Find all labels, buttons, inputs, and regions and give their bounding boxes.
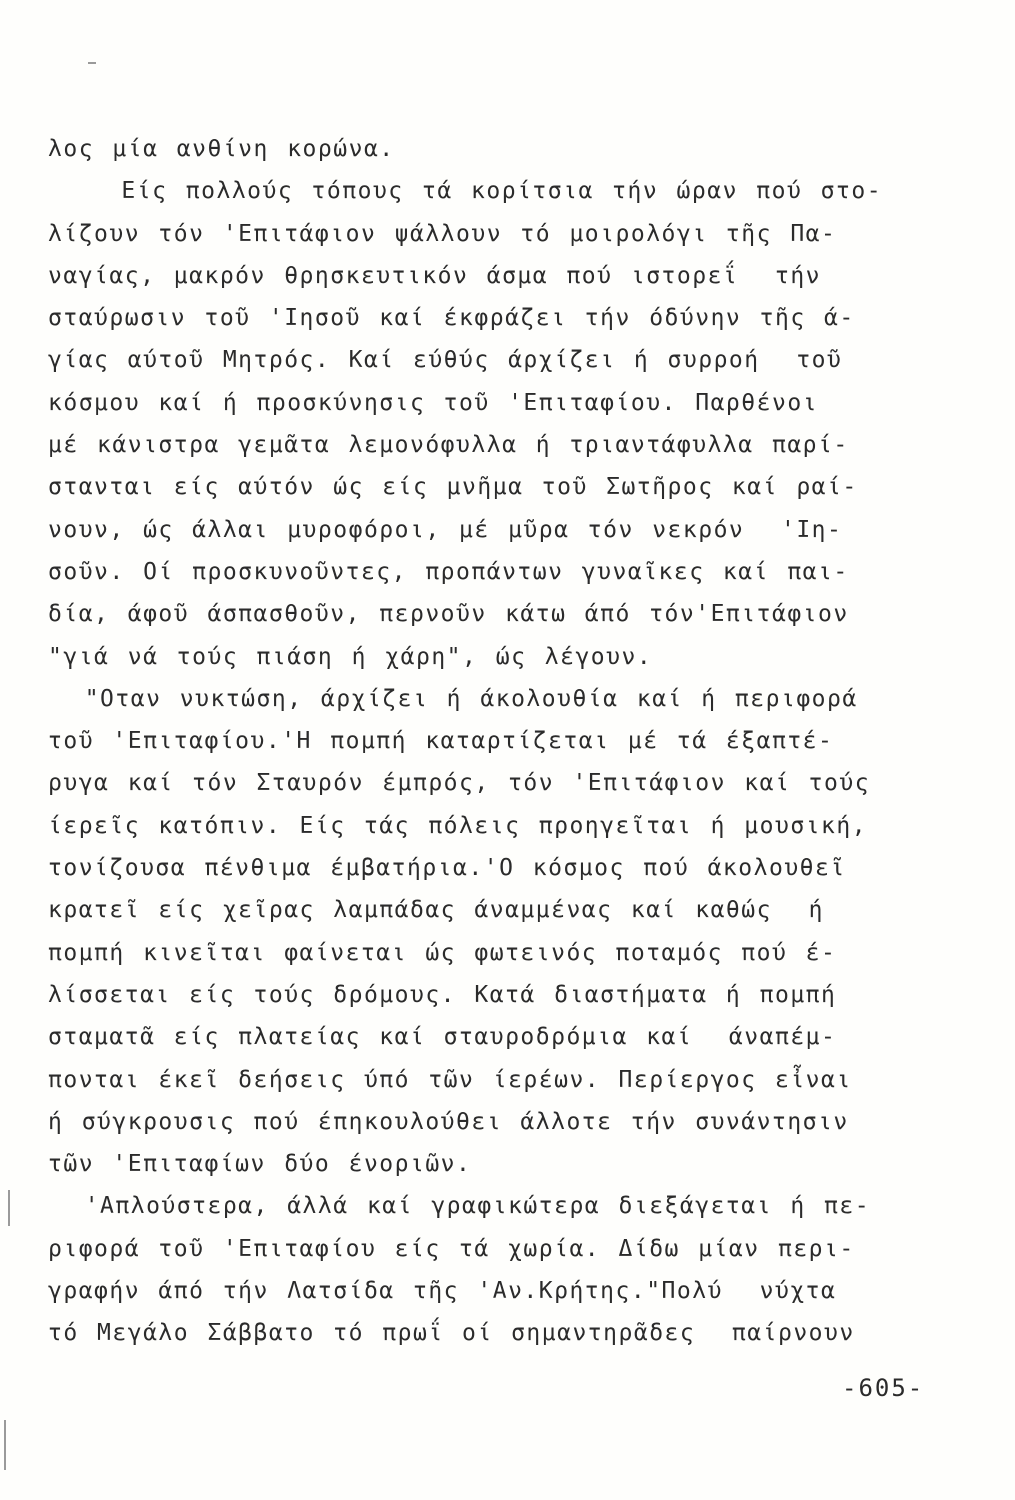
text-line: λος μία ανθίνη κορώνα.: [48, 136, 395, 162]
text-line: μέ κάνιστρα γεμᾶτα λεμονόφυλλα ή τριαντάφυλλα παρί-: [48, 432, 849, 459]
text-line: ναγίας, μακρόν θρησκευτικόν άσμα πού ιστορεΐ τήν: [48, 262, 822, 289]
text-line: "Οταν νυκτώση, άρχίζει ή άκολουθία καί ή περιφορά: [48, 685, 858, 712]
text-line: σταματᾶ είς πλατείας καί σταυροδρόμια καί άναπέμ-: [48, 1024, 837, 1051]
text-line: γραφήν άπό τήν Λατσίδα τῆς 'Αν.Κρήτης."Πολύ νύχτα: [48, 1278, 837, 1305]
text-line: γίας αύτοῦ Μητρός. Καί εύθύς άρχίζει ή συρροή τοῦ: [48, 347, 843, 374]
text-line: λίζουν τόν 'Επιτάφιον ψάλλουν τό μοιρολόγι τῆς Πα-: [48, 220, 837, 247]
page-number: -605-: [842, 1374, 925, 1402]
scan-edge-mark: [8, 1190, 10, 1226]
text-line: σταύρωσιν τοῦ 'Ιησοῦ καί έκφράζει τήν όδύνην τῆς ά-: [48, 305, 855, 332]
scan-edge-mark: [4, 1420, 6, 1470]
text-line: σοῦν. Οί προσκυνοῦντες, προπάντων γυναῖκες καί παι-: [48, 558, 849, 585]
text-line: ίερεῖς κατόπιν. Είς τάς πόλεις προηγεῖται ή μουσική,: [48, 812, 868, 839]
text-line: τῶν 'Επιταφίων δύο ένοριῶν.: [48, 1151, 472, 1178]
text-line: ρυγα καί τόν Σταυρόν έμπρός, τόν 'Επιτάφιον καί τούς: [48, 770, 871, 797]
text-line: στανται είς αύτόν ώς είς μνῆμα τοῦ Σωτῆρος καί ραί-: [48, 474, 858, 501]
text-line: πομπή κινεῖται φαίνεται ώς φωτεινός ποταμός πού έ-: [48, 939, 837, 966]
body-text: [48, 128, 948, 1355]
text-line: πονται έκεῖ δεήσεις ύπό τῶν ίερέων. Περίεργος εἶναι: [48, 1066, 852, 1093]
text-line: δία, άφοῦ άσπασθοῦν, περνοῦν κάτω άπό τόν'Επιτάφιον: [48, 601, 849, 628]
text-line: 'Απλούστερα, άλλά καί γραφικώτερα διεξάγεται ή πε-: [48, 1193, 871, 1220]
text-line: κρατεῖ είς χεῖρας λαμπάδας άναμμένας καί καθώς ή: [48, 897, 825, 924]
text-line: νουν, ώς άλλαι μυροφόροι, μέ μῦρα τόν νεκρόν 'Ιη-: [48, 516, 843, 543]
text-line: τοῦ 'Επιταφίου.'Η πομπή καταρτίζεται μέ τά έξαπτέ-: [48, 728, 834, 755]
text-line: λίσσεται είς τούς δρόμους. Κατά διαστήματα ή πομπή: [48, 981, 837, 1008]
text-line: "γιά νά τούς πιάση ή χάρη", ώς λέγουν.: [48, 643, 653, 670]
text-line: ριφορά τοῦ 'Επιταφίου είς τά χωρία. Δίδω μίαν περι-: [48, 1235, 855, 1262]
text-line: ή σύγκρουσις πού έπηκουλούθει άλλοτε τήν συνάντησιν: [48, 1108, 849, 1135]
text-line: Είς πολλούς τόπους τά κορίτσια τήν ώραν πού στο-: [48, 178, 883, 205]
text-line: κόσμου καί ή προσκύνησις τοῦ 'Επιταφίου. Παρθένοι: [48, 389, 819, 416]
scan-speck: [88, 62, 96, 64]
text-line: τό Μεγάλο Σάββατο τό πρωΐ οί σημαντηρᾶδες παίρνουν: [48, 1320, 855, 1347]
text-line: τονίζουσα πένθιμα έμβατήρια.'Ο κόσμος πού άκολουθεῖ: [48, 855, 846, 882]
